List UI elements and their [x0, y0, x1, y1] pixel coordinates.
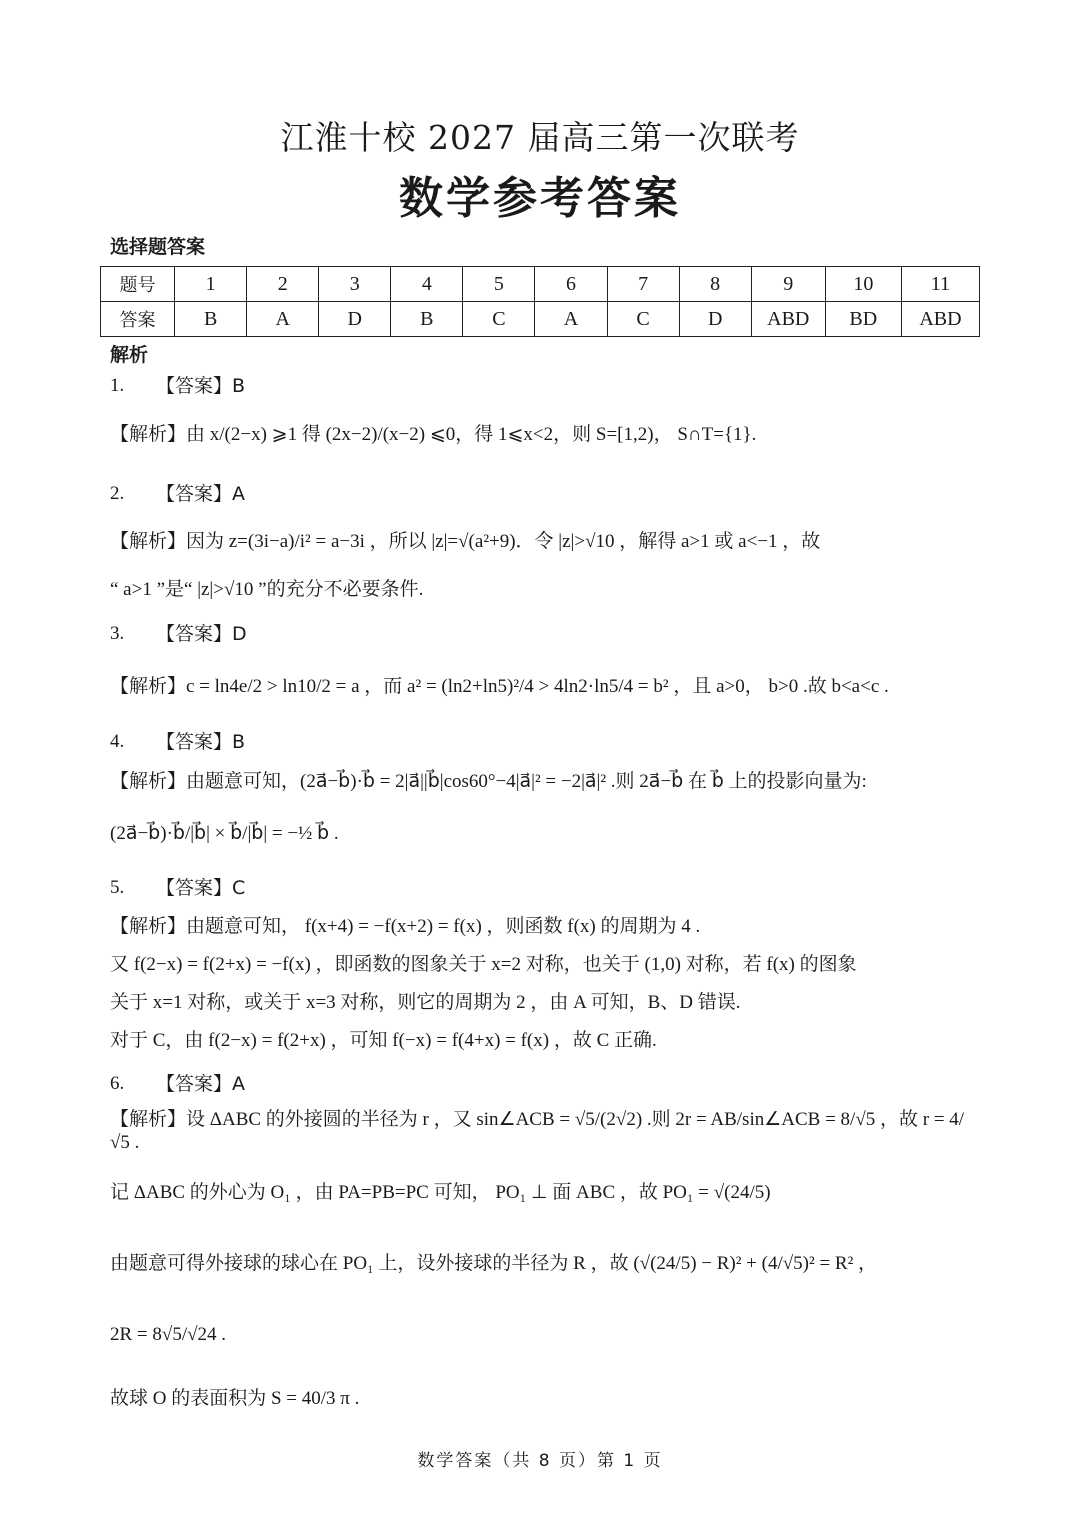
question-number: 2 [247, 267, 319, 302]
answer-label: 【答案】D [156, 622, 247, 645]
question-number: 10 [825, 267, 901, 302]
page-title: 数学参考答案 [399, 173, 681, 224]
row-label-answer: 答案 [101, 302, 175, 337]
question-number: 2. [110, 482, 125, 504]
analysis-line: 关于 x=1 对称，或关于 x=3 对称，则它的周期为 2 ，由 A 可知，B、D 错误. [110, 991, 741, 1013]
analysis-line: 记 ΔABC 的外心为 O₁ ，由 PA=PB=PC 可知， PO₁ ⊥ 面 ABC ，故 PO₁ = √(24/5) [110, 1181, 771, 1203]
table-row-answers [101, 302, 980, 337]
table-row-numbers [101, 267, 980, 302]
answer-line [110, 1064, 976, 1104]
question-number: 6. [110, 1072, 125, 1094]
row-label-number: 题号 [101, 267, 175, 302]
solution-4 [110, 722, 976, 866]
answer-label: 【答案】A [156, 1072, 245, 1095]
question-number: 1 [175, 267, 247, 302]
solution-6 [110, 1064, 976, 1430]
page-footer: 数学答案（共 8 页）第 1 页 [417, 1451, 663, 1471]
analysis-line: 【解析】由题意可知， f(x+4) = −f(x+2) = f(x) ，则函数 f(x) 的周期为 4 . [110, 915, 701, 937]
question-number: 4 [391, 267, 463, 302]
answer-cell: ABD [901, 302, 979, 337]
question-number: 3 [319, 267, 391, 302]
answer-cell: A [247, 302, 319, 337]
analysis-line: 对于 C，由 f(2−x) = f(2+x) ，可知 f(−x) = f(4+x) = f(x) ，故 C 正确. [110, 1029, 657, 1051]
answer-label: 【答案】B [156, 730, 246, 753]
analysis-line: 【解析】设 ΔABC 的外接圆的半径为 r ，又 sin∠ACB = √5/(2√2) .则 2r = AB/sin∠ACB = 8/√5 ，故 r = 4/√5 . [110, 1109, 965, 1153]
question-number: 3. [110, 622, 125, 644]
analysis-heading: 解析 [110, 344, 149, 366]
solution-2 [110, 474, 976, 610]
solutions-body [110, 366, 976, 1430]
choice-section-heading: 选择题答案 [110, 236, 206, 258]
analysis-line: 由题意可得外接球的球心在 PO₁ 上，设外接球的半径为 R ，故 (√(24/5) − R)² + (4/√5)² = R² ， [110, 1252, 878, 1274]
answer-cell: ABD [751, 302, 825, 337]
question-number: 6 [535, 267, 607, 302]
answer-cell: BD [825, 302, 901, 337]
answer-cell: B [391, 302, 463, 337]
answer-cell: A [535, 302, 607, 337]
question-number: 4. [110, 730, 125, 752]
question-number: 11 [901, 267, 979, 302]
question-number: 8 [679, 267, 751, 302]
answer-line [110, 474, 976, 514]
question-number: 7 [607, 267, 679, 302]
answer-table [100, 266, 980, 337]
answer-label: 【答案】C [156, 876, 246, 899]
analysis-line: “ a>1 ”是“ |z|>√10 ”的充分不必要条件. [110, 578, 424, 600]
answer-cell: D [679, 302, 751, 337]
question-number: 5. [110, 876, 125, 898]
solution-3 [110, 614, 976, 720]
question-number: 9 [751, 267, 825, 302]
answer-label: 【答案】A [156, 482, 245, 505]
analysis-line: 【解析】因为 z=(3i−a)/i² = a−3i ，所以 |z|=√(a²+9)．令 |z|>√10 ，解得 a>1 或 a<−1 ，故 [110, 530, 821, 552]
answer-label: 【答案】B [156, 374, 246, 397]
answer-cell: B [175, 302, 247, 337]
solution-5 [110, 868, 976, 1060]
answer-cell: D [319, 302, 391, 337]
analysis-line: 故球 O 的表面积为 S = 40/3 π . [110, 1387, 360, 1409]
answer-line [110, 868, 976, 908]
analysis-line: 又 f(2−x) = f(2+x) = −f(x) ，即函数的图象关于 x=2 对称，也关于 (1,0) 对称，若 f(x) 的图象 [110, 953, 857, 975]
answer-line [110, 722, 976, 762]
answer-cell: C [463, 302, 535, 337]
solution-1 [110, 366, 976, 464]
analysis-line: 【解析】c = ln4e/2 > ln10/2 = a ，而 a² = (ln2+ln5)²/4 > 4ln2·ln5/4 = b² ，且 a>0， b>0 .故 b<a<c . [110, 675, 889, 697]
analysis-line: (2a⃗−b⃗)·b⃗/|b⃗| × b⃗/|b⃗| = −½ b⃗ . [110, 822, 339, 844]
question-number: 1. [110, 374, 125, 396]
analysis-line: 【解析】由题意可知，(2a⃗−b⃗)·b⃗ = 2|a⃗||b⃗|cos60°−4|a⃗|² = −2|a⃗|² .则 2a⃗−b⃗ 在 b⃗ 上的投影向量为: [110, 770, 867, 792]
answer-line [110, 614, 976, 654]
answer-cell: C [607, 302, 679, 337]
analysis-line: 2R = 8√5/√24 . [110, 1323, 227, 1345]
analysis-line: 【解析】由 x/(2−x) ⩾1 得 (2x−2)/(x−2) ⩽0，得 1⩽x<2，则 S=[1,2)， S∩T={1}. [110, 423, 757, 445]
exam-subtitle: 江淮十校 2027 届高三第一次联考 [280, 118, 800, 157]
question-number: 5 [463, 267, 535, 302]
answer-line [110, 366, 976, 406]
